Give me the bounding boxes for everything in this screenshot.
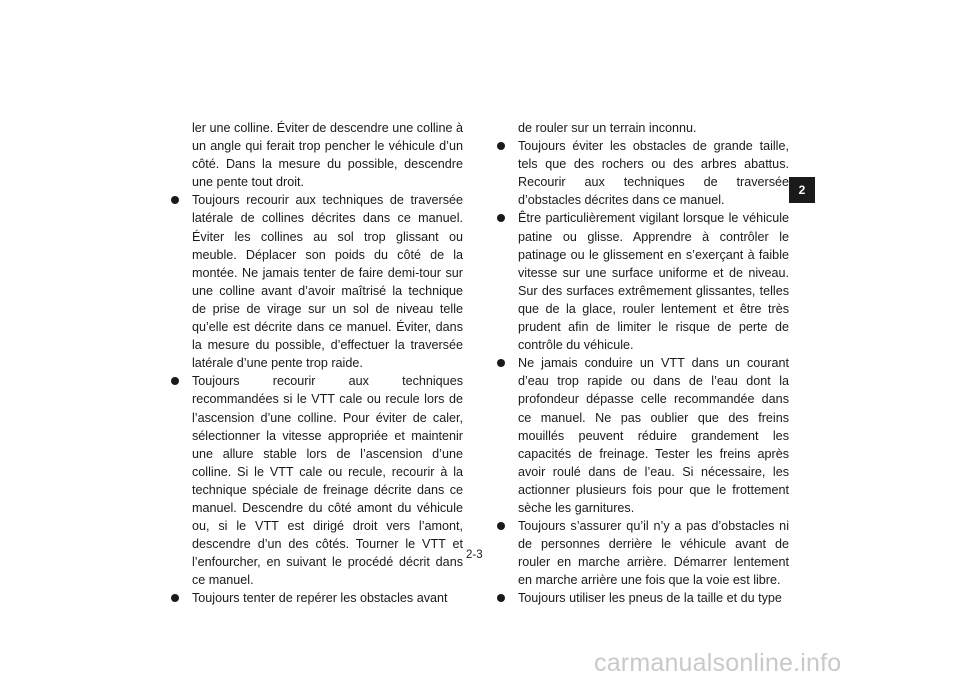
bullet-dot-icon	[497, 359, 505, 367]
bullet-text: Toujours recourir aux techniques de traversée latérale de collines décrites dans ce manuel. Éviter les collines au sol trop glissant ou meuble. Déplacer son poids du côté de la montée. Ne jamais tenter de faire demi-tour sur une colline avant d’avoir maîtrisé la technique de prise de virage sur un sol de niveau telle qu’elle est décrite dans ce manuel. Éviter, dans la mesure du possible, d’effectuer la traversée latérale d’une pente trop raide.	[192, 193, 463, 371]
page-number: 2-3	[466, 549, 483, 561]
bullet-item	[495, 589, 789, 607]
continuation-paragraph: ler une colline. Éviter de descendre une colline à un angle qui ferait trop pencher le véhicule d’un côté. Dans la mesure du possible, descendre une pente tout droit.	[192, 121, 463, 190]
bullet-item	[495, 137, 789, 209]
bullet-dot-icon	[171, 196, 179, 204]
bullet-item	[495, 517, 789, 589]
bullet-text: Ne jamais conduire un VTT dans un courant d’eau trop rapide ou dans de l’eau dont la profondeur dépasse celle recommandée dans ce manuel. Ne pas oublier que des freins mouillés peuvent réduire grandement les capacités de freinage. Tester les freins après avoir roulé dans de l’eau. Si nécessaire, les actionner plusieurs fois pour que le frottement sèche les garnitures.	[518, 356, 789, 515]
bullet-text: Toujours tenter de repérer les obstacles avant	[192, 591, 448, 606]
chapter-tab: 2	[789, 177, 815, 203]
bullet-text: Toujours éviter les obstacles de grande taille, tels que des rochers ou des arbres abattus. Recourir aux techniques de traversée d’obstacles décrites dans ce manuel.	[518, 139, 789, 208]
bullet-item	[169, 589, 463, 607]
continuation-paragraph: de rouler sur un terrain inconnu.	[518, 121, 697, 135]
right-column	[495, 119, 789, 608]
left-column	[169, 119, 463, 608]
bullet-text: Toujours s’assurer qu’il n’y a pas d’obstacles ni de personnes derrière le véhicule avant de rouler en marche arrière. Démarrer lentement en marche arrière une fois que la voie est libre.	[518, 519, 789, 588]
bullet-text: Toujours utiliser les pneus de la taille et du type	[518, 591, 782, 606]
bullet-item	[495, 354, 789, 517]
bullet-dot-icon	[497, 142, 505, 150]
bullet-dot-icon	[497, 594, 505, 602]
bullet-item	[495, 209, 789, 354]
bullet-text: Être particulièrement vigilant lorsque le véhicule patine ou glisse. Apprendre à contrôler le patinage ou le glissement en s’exerçant à faible vitesse sur une surface uniforme et de niveau. Sur des surfaces extrêmement glissantes, telles que de la glace, rouler lentement et être très prudent afin de limiter le risque de perte de contrôle du véhicule.	[518, 211, 789, 353]
bullet-dot-icon	[497, 214, 505, 222]
bullet-dot-icon	[497, 522, 505, 530]
watermark: carmanualsonline.info	[594, 649, 842, 677]
bullet-item	[169, 191, 463, 372]
bullet-text: Toujours recourir aux techniques recommandées si le VTT cale ou recule lors de l’ascension d’une colline. Pour éviter de caler, sélectionner la vitesse appropriée et maintenir une allure stable lors de l’ascension d’une colline. Si le VTT cale ou recule, recourir à la technique spéciale de freinage décrite dans ce manuel. Descendre du côté amont du véhicule ou, si le VTT est dirigé droit vers l’amont, descendre d’un des côtés. Tourner le VTT et l’enfourcher, en suivant le procédé décrit dans ce manuel.	[192, 374, 463, 588]
bullet-dot-icon	[171, 377, 179, 385]
bullet-dot-icon	[171, 594, 179, 602]
bullet-item	[169, 372, 463, 589]
